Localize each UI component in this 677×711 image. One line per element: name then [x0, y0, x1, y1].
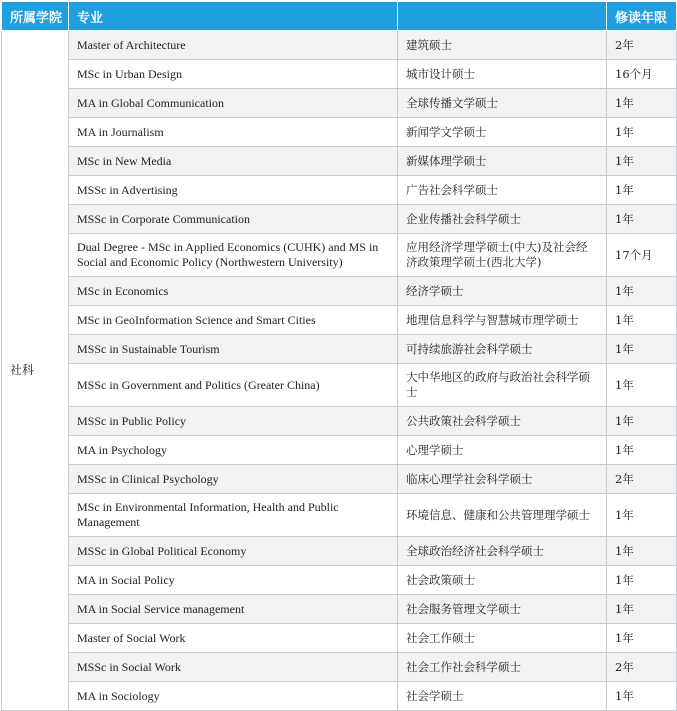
programs-table [1, 1, 677, 711]
duration-cell: 1年 [607, 682, 677, 711]
header-school: 所属学院 [2, 2, 69, 31]
table-row [2, 277, 677, 306]
duration-cell: 1年 [607, 566, 677, 595]
major-english-cell: Dual Degree - MSc in Applied Economics (CUHK) and MS in Social and Economic Policy (Northwestern University) [69, 234, 398, 277]
major-chinese-cell: 社会工作社会科学硕士 [398, 653, 607, 682]
major-english-cell: MSSc in Corporate Communication [69, 205, 398, 234]
table-row [2, 653, 677, 682]
major-english-cell: MA in Journalism [69, 118, 398, 147]
table-row [2, 537, 677, 566]
major-english-cell: MA in Social Service management [69, 595, 398, 624]
major-chinese-cell: 建筑硕士 [398, 31, 607, 60]
major-chinese-cell: 公共政策社会科学硕士 [398, 407, 607, 436]
duration-cell: 1年 [607, 436, 677, 465]
major-chinese-cell: 可持续旅游社会科学硕士 [398, 335, 607, 364]
table-row [2, 595, 677, 624]
major-chinese-cell: 大中华地区的政府与政治社会科学硕士 [398, 364, 607, 407]
duration-cell: 1年 [607, 118, 677, 147]
duration-cell: 16个月 [607, 60, 677, 89]
table-row [2, 407, 677, 436]
duration-cell: 1年 [607, 624, 677, 653]
table-row [2, 335, 677, 364]
header-chinese-name [398, 2, 607, 31]
major-english-cell: MSc in Environmental Information, Health and Public Management [69, 494, 398, 537]
table-row [2, 624, 677, 653]
duration-cell: 2年 [607, 31, 677, 60]
duration-cell: 1年 [607, 205, 677, 234]
table-row [2, 147, 677, 176]
duration-cell: 1年 [607, 277, 677, 306]
major-chinese-cell: 新闻学文学硕士 [398, 118, 607, 147]
major-chinese-cell: 社会学硕士 [398, 682, 607, 711]
major-english-cell: MSc in Urban Design [69, 60, 398, 89]
duration-cell: 1年 [607, 595, 677, 624]
major-english-cell: MA in Social Policy [69, 566, 398, 595]
header-duration: 修读年限 [607, 2, 677, 31]
duration-cell: 2年 [607, 653, 677, 682]
table-row [2, 494, 677, 537]
table-row [2, 364, 677, 407]
major-chinese-cell: 地理信息科学与智慧城市理学硕士 [398, 306, 607, 335]
duration-cell: 1年 [607, 89, 677, 118]
table-row [2, 234, 677, 277]
major-chinese-cell: 心理学硕士 [398, 436, 607, 465]
major-english-cell: MSc in GeoInformation Science and Smart Cities [69, 306, 398, 335]
major-chinese-cell: 全球传播文学硕士 [398, 89, 607, 118]
major-chinese-cell: 新媒体理学硕士 [398, 147, 607, 176]
table-row [2, 205, 677, 234]
major-chinese-cell: 应用经济学理学硕士(中大)及社会经济政策理学硕士(西北大学) [398, 234, 607, 277]
major-chinese-cell: 临床心理学社会科学硕士 [398, 465, 607, 494]
major-chinese-cell: 社会政策硕士 [398, 566, 607, 595]
table-row [2, 566, 677, 595]
major-english-cell: MSSc in Global Political Economy [69, 537, 398, 566]
table-row [2, 176, 677, 205]
major-english-cell: MSc in New Media [69, 147, 398, 176]
duration-cell: 1年 [607, 176, 677, 205]
major-chinese-cell: 社会服务管理文学硕士 [398, 595, 607, 624]
major-chinese-cell: 广告社会科学硕士 [398, 176, 607, 205]
major-english-cell: MSSc in Public Policy [69, 407, 398, 436]
major-english-cell: MSSc in Government and Politics (Greater China) [69, 364, 398, 407]
major-english-cell: MSSc in Sustainable Tourism [69, 335, 398, 364]
table-row [2, 118, 677, 147]
major-chinese-cell: 城市设计硕士 [398, 60, 607, 89]
duration-cell: 1年 [607, 494, 677, 537]
table-row [2, 306, 677, 335]
duration-cell: 2年 [607, 465, 677, 494]
school-cell: 社科 [2, 31, 69, 711]
duration-cell: 1年 [607, 335, 677, 364]
major-chinese-cell: 社会工作硕士 [398, 624, 607, 653]
duration-cell: 1年 [607, 306, 677, 335]
table-row [2, 31, 677, 60]
major-english-cell: MSSc in Clinical Psychology [69, 465, 398, 494]
table-row [2, 89, 677, 118]
major-english-cell: MA in Global Communication [69, 89, 398, 118]
table-row [2, 465, 677, 494]
duration-cell: 1年 [607, 147, 677, 176]
major-english-cell: Master of Social Work [69, 624, 398, 653]
major-english-cell: MSSc in Advertising [69, 176, 398, 205]
major-chinese-cell: 经济学硕士 [398, 277, 607, 306]
duration-cell: 1年 [607, 407, 677, 436]
duration-cell: 1年 [607, 364, 677, 407]
major-chinese-cell: 全球政治经济社会科学硕士 [398, 537, 607, 566]
major-english-cell: MA in Sociology [69, 682, 398, 711]
duration-cell: 1年 [607, 537, 677, 566]
header-major: 专业 [69, 2, 398, 31]
major-english-cell: Master of Architecture [69, 31, 398, 60]
major-chinese-cell: 企业传播社会科学硕士 [398, 205, 607, 234]
table-body [2, 31, 677, 711]
major-english-cell: MSc in Economics [69, 277, 398, 306]
table-row [2, 682, 677, 711]
table-header-row [2, 2, 677, 31]
table-row [2, 60, 677, 89]
major-chinese-cell: 环境信息、健康和公共管理理学硕士 [398, 494, 607, 537]
duration-cell: 17个月 [607, 234, 677, 277]
major-english-cell: MA in Psychology [69, 436, 398, 465]
major-english-cell: MSSc in Social Work [69, 653, 398, 682]
table-row [2, 436, 677, 465]
